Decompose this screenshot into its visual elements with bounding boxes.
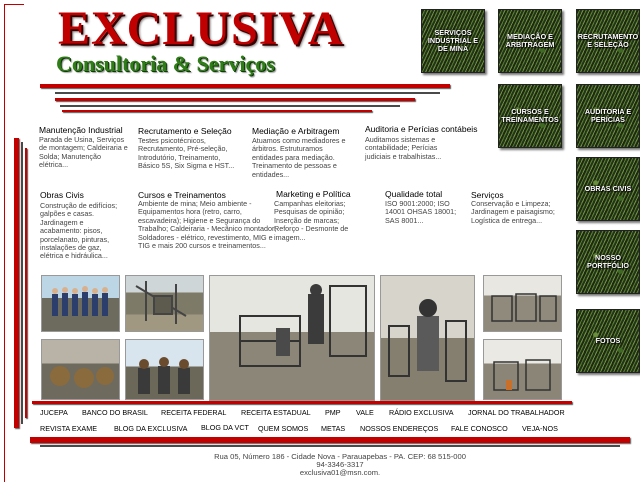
service-text-cursos: Ambiente de mina; Meio ambiente - Equipamentos hora (retro, carro, escavadeira); Higiene e Segurança do Trabalho; Caldeiraria - Mecânico montador; Soldadores - elétrico, revestimento, MIG e TIG e mais 200 cursos e treinamentos... (138, 199, 277, 251)
footer-bar-2 (40, 445, 620, 447)
link-jucepa[interactable]: JUCEPA (40, 408, 68, 417)
tile-mediacao-arbitragem[interactable] (498, 9, 562, 73)
link-revista-exame[interactable]: REVISTA EXAME (40, 424, 97, 433)
service-title-cursos[interactable]: Cursos e Treinamentos (138, 190, 226, 200)
left-frame-line (4, 4, 5, 482)
link-receita-estadual[interactable]: RECEITA ESTADUAL (241, 408, 311, 417)
footer-address: Rua 05, Número 186 - Cidade Nova - Parauapebas - PA. CEP: 68 515-000 (214, 452, 466, 461)
service-text-obras: Construção de edifícios; galpões e casas. Jardinagem e acabamento: pisos, porcelanato, pinturas, instalações de gaz, elétrica e hidráulica... (40, 201, 118, 261)
link-pmp[interactable]: PMP (325, 408, 341, 417)
team-figures (42, 276, 119, 331)
header-bar-4 (60, 105, 400, 107)
link-jornal-do-trabalhador[interactable]: JORNAL DO TRABALHADOR (468, 408, 565, 417)
photo-welding-workshop[interactable] (209, 275, 375, 401)
photo-workshop-frames[interactable] (483, 275, 562, 332)
photo-workers[interactable] (125, 339, 204, 400)
service-title-qualidade[interactable]: Qualidade total (385, 189, 443, 199)
welding-area-scene (484, 340, 561, 399)
links-top-bar (32, 401, 572, 404)
tile-label: OBRAS CIVIS (584, 184, 632, 193)
link-veja-nos[interactable]: VEJA-NOS (522, 424, 558, 433)
photo-welder[interactable] (380, 275, 475, 401)
tile-auditoria-pericias[interactable] (576, 84, 640, 148)
photo-industrial-plant[interactable] (125, 275, 204, 332)
service-text-recrutamento: Testes psicotécnicos, Recrutamento, Pré-seleção, Introdutório, Treinamento, Básico 5S, Six Sigma e HST... (138, 136, 235, 171)
link-blog-da-vct[interactable]: BLOG DA VCT (201, 423, 249, 432)
tile-servicos-industrial[interactable] (421, 9, 485, 73)
service-title-obras[interactable]: Obras Civis (40, 190, 84, 200)
link-quem-somos[interactable]: QUEM SOMOS (258, 424, 309, 433)
workshop-scene (210, 276, 374, 400)
photo-team[interactable] (41, 275, 120, 332)
tile-label: NOSSO PORTFÓLIO (587, 253, 629, 270)
service-title-servicos[interactable]: Serviços (471, 190, 504, 200)
service-title-recrutamento[interactable]: Recrutamento e Seleção (138, 126, 232, 136)
header-bar-3 (55, 98, 415, 101)
tile-label: SERVIÇOS INDUSTRIAL E DE MINA (427, 28, 479, 53)
photo-machinery[interactable] (41, 339, 120, 400)
tile-label: FOTOS (595, 336, 621, 345)
link-nossos-enderecos[interactable]: NOSSOS ENDEREÇOS (360, 424, 439, 433)
tile-label: MEDIAÇÃO E ARBITRAGEM (505, 32, 555, 49)
logo-subtitle: Consultoria & Serviços (56, 51, 275, 76)
left-vertical-bar-3 (25, 148, 27, 418)
logo-title: EXCLUSIVA (58, 2, 344, 55)
header-bar-2 (55, 92, 440, 94)
footer-phone: 94-3346-3317 (316, 460, 364, 469)
frames-scene (484, 276, 561, 331)
service-text-marketing: Campanhas eleitorias; Pesquisas de opinião; Inserção de marcas; Reforço - Desmonte de imagem... (274, 199, 349, 242)
service-title-manutencao[interactable]: Manutenção Industrial (39, 125, 123, 135)
service-title-marketing[interactable]: Marketing e Política (276, 189, 351, 199)
plant-structures (126, 276, 203, 331)
tile-recrutamento-selecao[interactable] (576, 9, 640, 73)
left-frame-top (4, 4, 24, 5)
left-vertical-bar (14, 138, 19, 428)
welder-scene (381, 276, 474, 400)
service-text-mediacao: Atuamos como mediadores e árbitros. Estruturamos entidades para mediação. Treinamento de pessoas e entidades... (252, 136, 346, 179)
link-radio-exclusiva[interactable]: RÁDIO EXCLUSIVA (389, 408, 454, 417)
footer-email[interactable]: exclusiva01@msn.com. (299, 468, 381, 477)
link-receita-federal[interactable]: RECEITA FEDERAL (161, 408, 227, 417)
tile-label: RECRUTAMENTO E SELEÇÃO (577, 32, 639, 49)
service-text-qualidade: ISO 9001:2000; ISO 14001 OHSAS 18001; SAS 8001... (385, 199, 457, 225)
service-text-manutencao: Parada de Usina, Serviços de montagem; Caldeiraria e Solda; Manutenção elétrica... (39, 135, 128, 170)
service-text-auditoria: Auditamos sistemas e contabilidade; Perícias judiciais e trabalhistas... (365, 135, 442, 161)
link-blog-da-exclusiva[interactable]: BLOG DA EXCLUSIVA (114, 424, 188, 433)
tile-nosso-portfolio[interactable] (576, 230, 640, 294)
footer-bar (30, 437, 630, 443)
machinery-scene (42, 340, 119, 399)
header-bar-5 (62, 110, 372, 112)
link-metas[interactable]: METAS (321, 424, 346, 433)
left-vertical-bar-2 (21, 142, 23, 424)
tile-obras-civis[interactable] (576, 157, 640, 221)
link-fale-conosco[interactable]: FALE CONOSCO (451, 424, 508, 433)
tile-fotos[interactable] (576, 309, 640, 373)
service-title-auditoria[interactable]: Auditoria e Perícias contábeis (365, 124, 478, 134)
tile-cursos-treinamentos[interactable] (498, 84, 562, 148)
tile-label: AUDITORIA E PERÍCIAS (584, 107, 632, 124)
header-bar-1 (40, 84, 450, 88)
link-banco-do-brasil[interactable]: BANCO DO BRASIL (82, 408, 148, 417)
link-vale[interactable]: VALE (356, 408, 374, 417)
tile-label: CURSOS E TREINAMENTOS (501, 107, 559, 124)
photo-welding-area[interactable] (483, 339, 562, 400)
workers-scene (126, 340, 203, 399)
service-text-servicos: Conservação e Limpeza; Jardinagem e paisagismo; Logística de entrega... (471, 199, 555, 225)
service-title-mediacao[interactable]: Mediação e Arbitragem (252, 126, 340, 136)
